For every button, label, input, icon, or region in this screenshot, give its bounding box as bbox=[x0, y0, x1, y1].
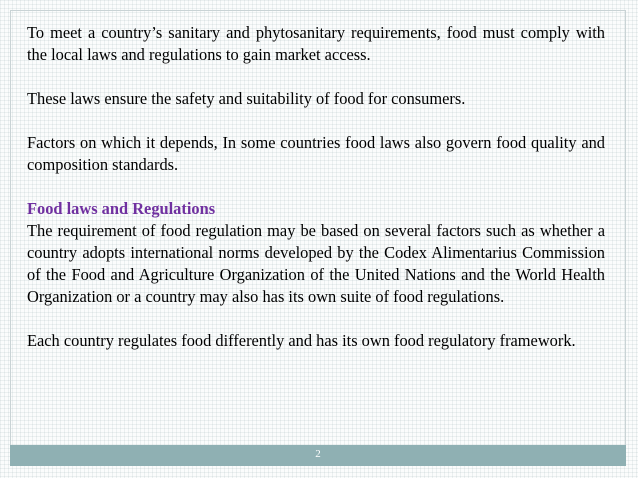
footer-bar bbox=[10, 445, 626, 466]
slide-body bbox=[27, 22, 605, 374]
paragraph-each-country: Each country regulates food differently and has its own food regulatory framework. bbox=[27, 331, 576, 350]
section-heading: Food laws and Regulations bbox=[27, 199, 216, 218]
paragraph-market-access: To meet a country’s sanitary and phytosanitary requirements, food must comply with the local laws and regulations to gain market access. bbox=[27, 23, 605, 64]
page-number: 2 bbox=[315, 448, 321, 460]
paragraph-safety: These laws ensure the safety and suitability of food for consumers. bbox=[27, 89, 466, 108]
paragraph-requirement: The requirement of food regulation may be based on several factors such as whether a country adopts international norms developed by the Codex Alimentarius Commission of the Food and Agriculture Organization of the United Nations and the World Health Organization or a country may also has its own suite of food regulations. bbox=[27, 221, 605, 306]
paragraph-factors: Factors on which it depends, In some countries food laws also govern food quality and composition standards. bbox=[27, 133, 605, 174]
section-food-laws bbox=[27, 198, 605, 308]
